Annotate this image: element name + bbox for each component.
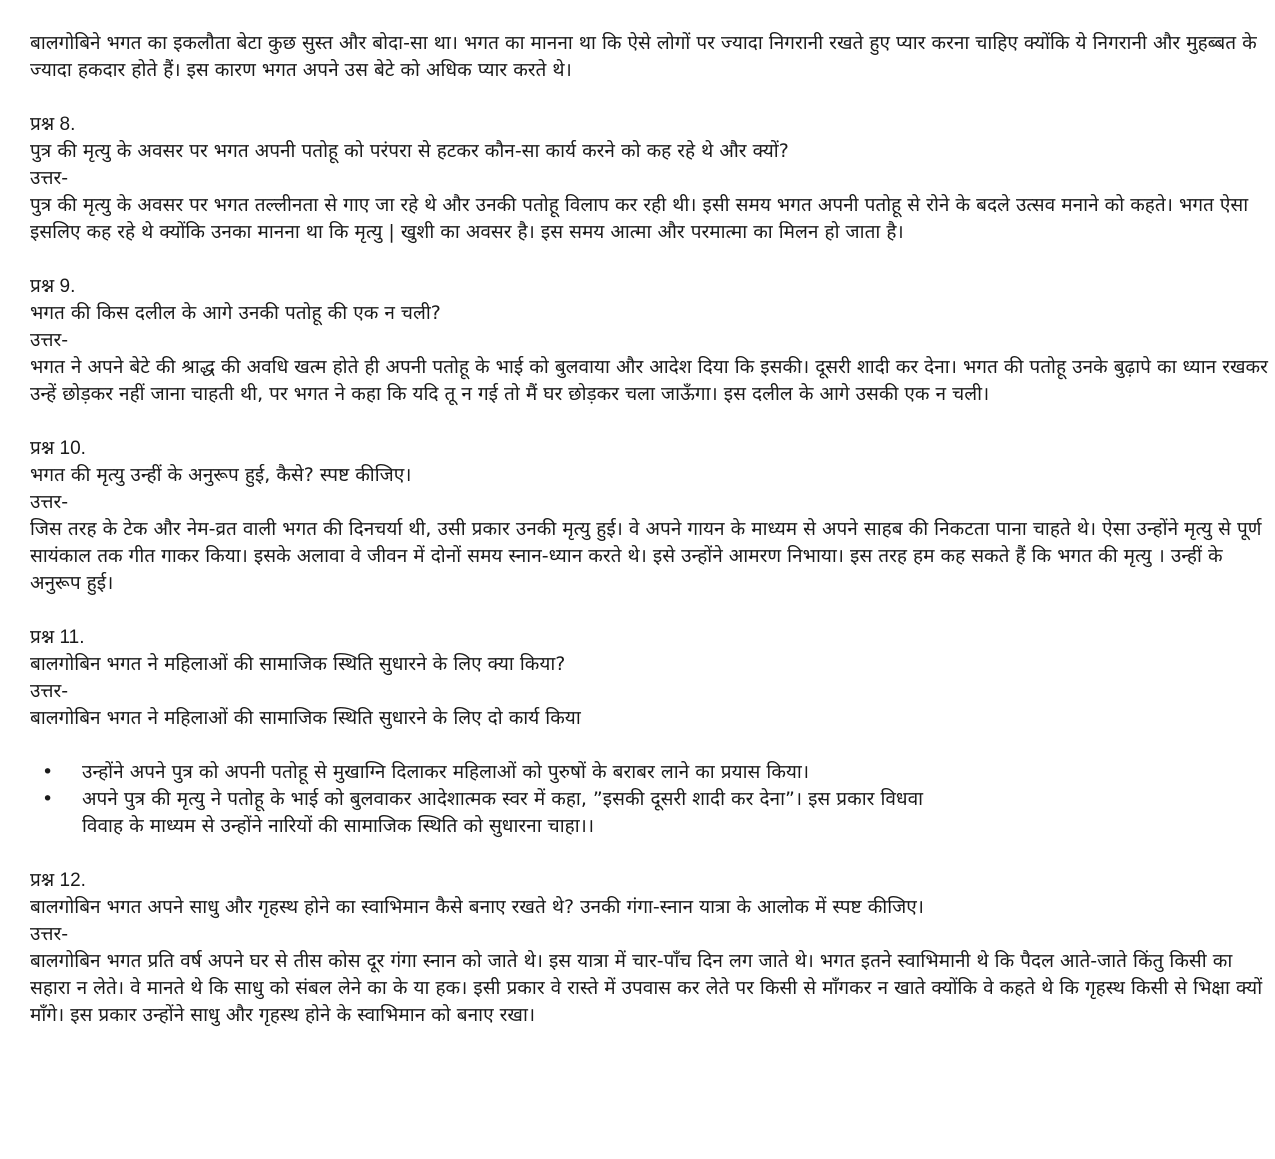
question-text: भगत की मृत्यु उन्हीं के अनुरूप हुई, कैसे? स्पष्ट कीजिए। [30,464,412,486]
bullet-icon: • [42,788,54,810]
question-number: प्रश्न 9. [30,276,76,297]
answer-text: बालगोबिन भगत प्रति वर्ष अपने घर से तीस कोस दूर गंगा स्नान को जाते थे। इस यात्रा में चार-पाँच दिन लग जाते थे। भगत इतने स्वाभिमानी थे कि पैदल आते-जाते किंतु किसी का सहारा न लेते। वे मानते थे कि साधु को संबल लेने का के या हक। इसी प्रकार वे रास्ते में उपवास कर लेते पर किसी से माँगकर न खाते क्योंकि वे कहते थे कि गृहस्थ किसी से भिक्षा क्यों माँगे। इस प्रकार उन्होंने साधु और गृहस्थ होने के स्वाभिमान को बनाए रखा। [30,950,1263,1026]
question-number: प्रश्न 10. [30,438,86,459]
question-number: प्रश्न 12. [30,870,86,891]
list-item-text: अपने पुत्र की मृत्यु ने पतोहू के भाई को बुलवाकर आदेशात्मक स्वर में कहा, ”इसकी दूसरी शादी कर देना”। इस प्रकार विधवा विवाह के माध्यम से उन्होंने नारियों की सामाजिक स्थिति को सुधारना चाहा।। [82,788,924,837]
intro-paragraph: बालगोबिने भगत का इकलौता बेटा कुछ सुस्त और बोदा-सा था। भगत का मानना था कि ऐसे लोगों पर ज्यादा निगरानी रखते हुए प्यार करना चाहिए क्योंकि ये निगरानी और मुहब्बत के ज्यादा हकदार होते हैं। इस कारण भगत अपने उस बेटे को अधिक प्यार करते थे। [30,32,1257,81]
question-text: बालगोबिन भगत अपने साधु और गृहस्थ होने का स्वाभिमान कैसे बनाए रखते थे? उनकी गंगा-स्नान यात्रा के आलोक में स्पष्ट कीजिए। [30,896,924,918]
question-block-8 [30,111,1275,246]
answer-bullet-list [30,759,1275,840]
answer-text: जिस तरह के टेक और नेम-व्रत वाली भगत की दिनचर्या थी, उसी प्रकार उनकी मृत्यु हुई। वे अपने गायन के माध्यम से अपने साहब की निकटता पाना चाहते थे। ऐसा उन्होंने मृत्यु से पूर्ण सायंकाल तक गीत गाकर किया। इसके अलावा वे जीवन में दोनों समय स्नान-ध्यान करते थे। इसे उन्होंने आमरण निभाया। इस तरह हम कह सकते हैं कि भगत की मृत्यु । उन्हीं के अनुरूप हुई। [30,518,1262,594]
list-item [30,786,962,840]
answer-label: उत्तर- [30,491,69,513]
answer-label: उत्तर- [30,329,69,351]
question-text: भगत की किस दलील के आगे उनकी पतोहू की एक न चली? [30,302,441,324]
answer-text: पुत्र की मृत्यु के अवसर पर भगत तल्लीनता से गाए जा रहे थे और उनकी पतोहू विलाप कर रही थी। इसी समय भगत अपनी पतोहू से रोने के बदले उत्सव मनाने को कहते। भगत ऐसा इसलिए कह रहे थे क्योंकि उनका मानना था कि मृत्यु | खुशी का अवसर है। इस समय आत्मा और परमात्मा का मिलन हो जाता है। [30,194,1249,243]
question-block-12 [30,867,1275,1029]
answer-label: उत्तर- [30,923,69,945]
list-item [30,759,962,786]
answer-label: उत्तर- [30,680,69,702]
answer-label: उत्तर- [30,167,69,189]
question-block-11 [30,624,1275,840]
question-number: प्रश्न 11. [30,627,85,648]
list-item-text: उन्होंने अपने पुत्र को अपनी पतोहू से मुखाग्नि दिलाकर महिलाओं को पुरुषों के बराबर लाने का प्रयास किया। [82,761,810,783]
question-number: प्रश्न 8. [30,114,76,135]
question-text: बालगोबिन भगत ने महिलाओं की सामाजिक स्थिति सुधारने के लिए क्या किया? [30,653,566,675]
document-page [30,30,1275,1056]
answer-text: बालगोबिन भगत ने महिलाओं की सामाजिक स्थिति सुधारने के लिए दो कार्य किया [30,707,581,729]
question-block-9 [30,273,1275,408]
answer-text: भगत ने अपने बेटे की श्राद्ध की अवधि खत्म होते ही अपनी पतोहू के भाई को बुलवाया और आदेश दिया कि इसकी। दूसरी शादी कर देना। भगत की पतोहू उनके बुढ़ापे का ध्यान रखकर उन्हें छोड़कर नहीं जाना चाहती थी, पर भगत ने कहा कि यदि तू न गई तो मैं घर छोड़कर चला जाऊँगा। इस दलील के आगे उसकी एक न चली। [30,356,1268,405]
bullet-icon: • [42,761,54,783]
question-text: पुत्र की मृत्यु के अवसर पर भगत अपनी पतोहू को परंपरा से हटकर कौन-सा कार्य करने को कह रहे थे और क्यों? [30,140,789,162]
question-block-10 [30,435,1275,597]
